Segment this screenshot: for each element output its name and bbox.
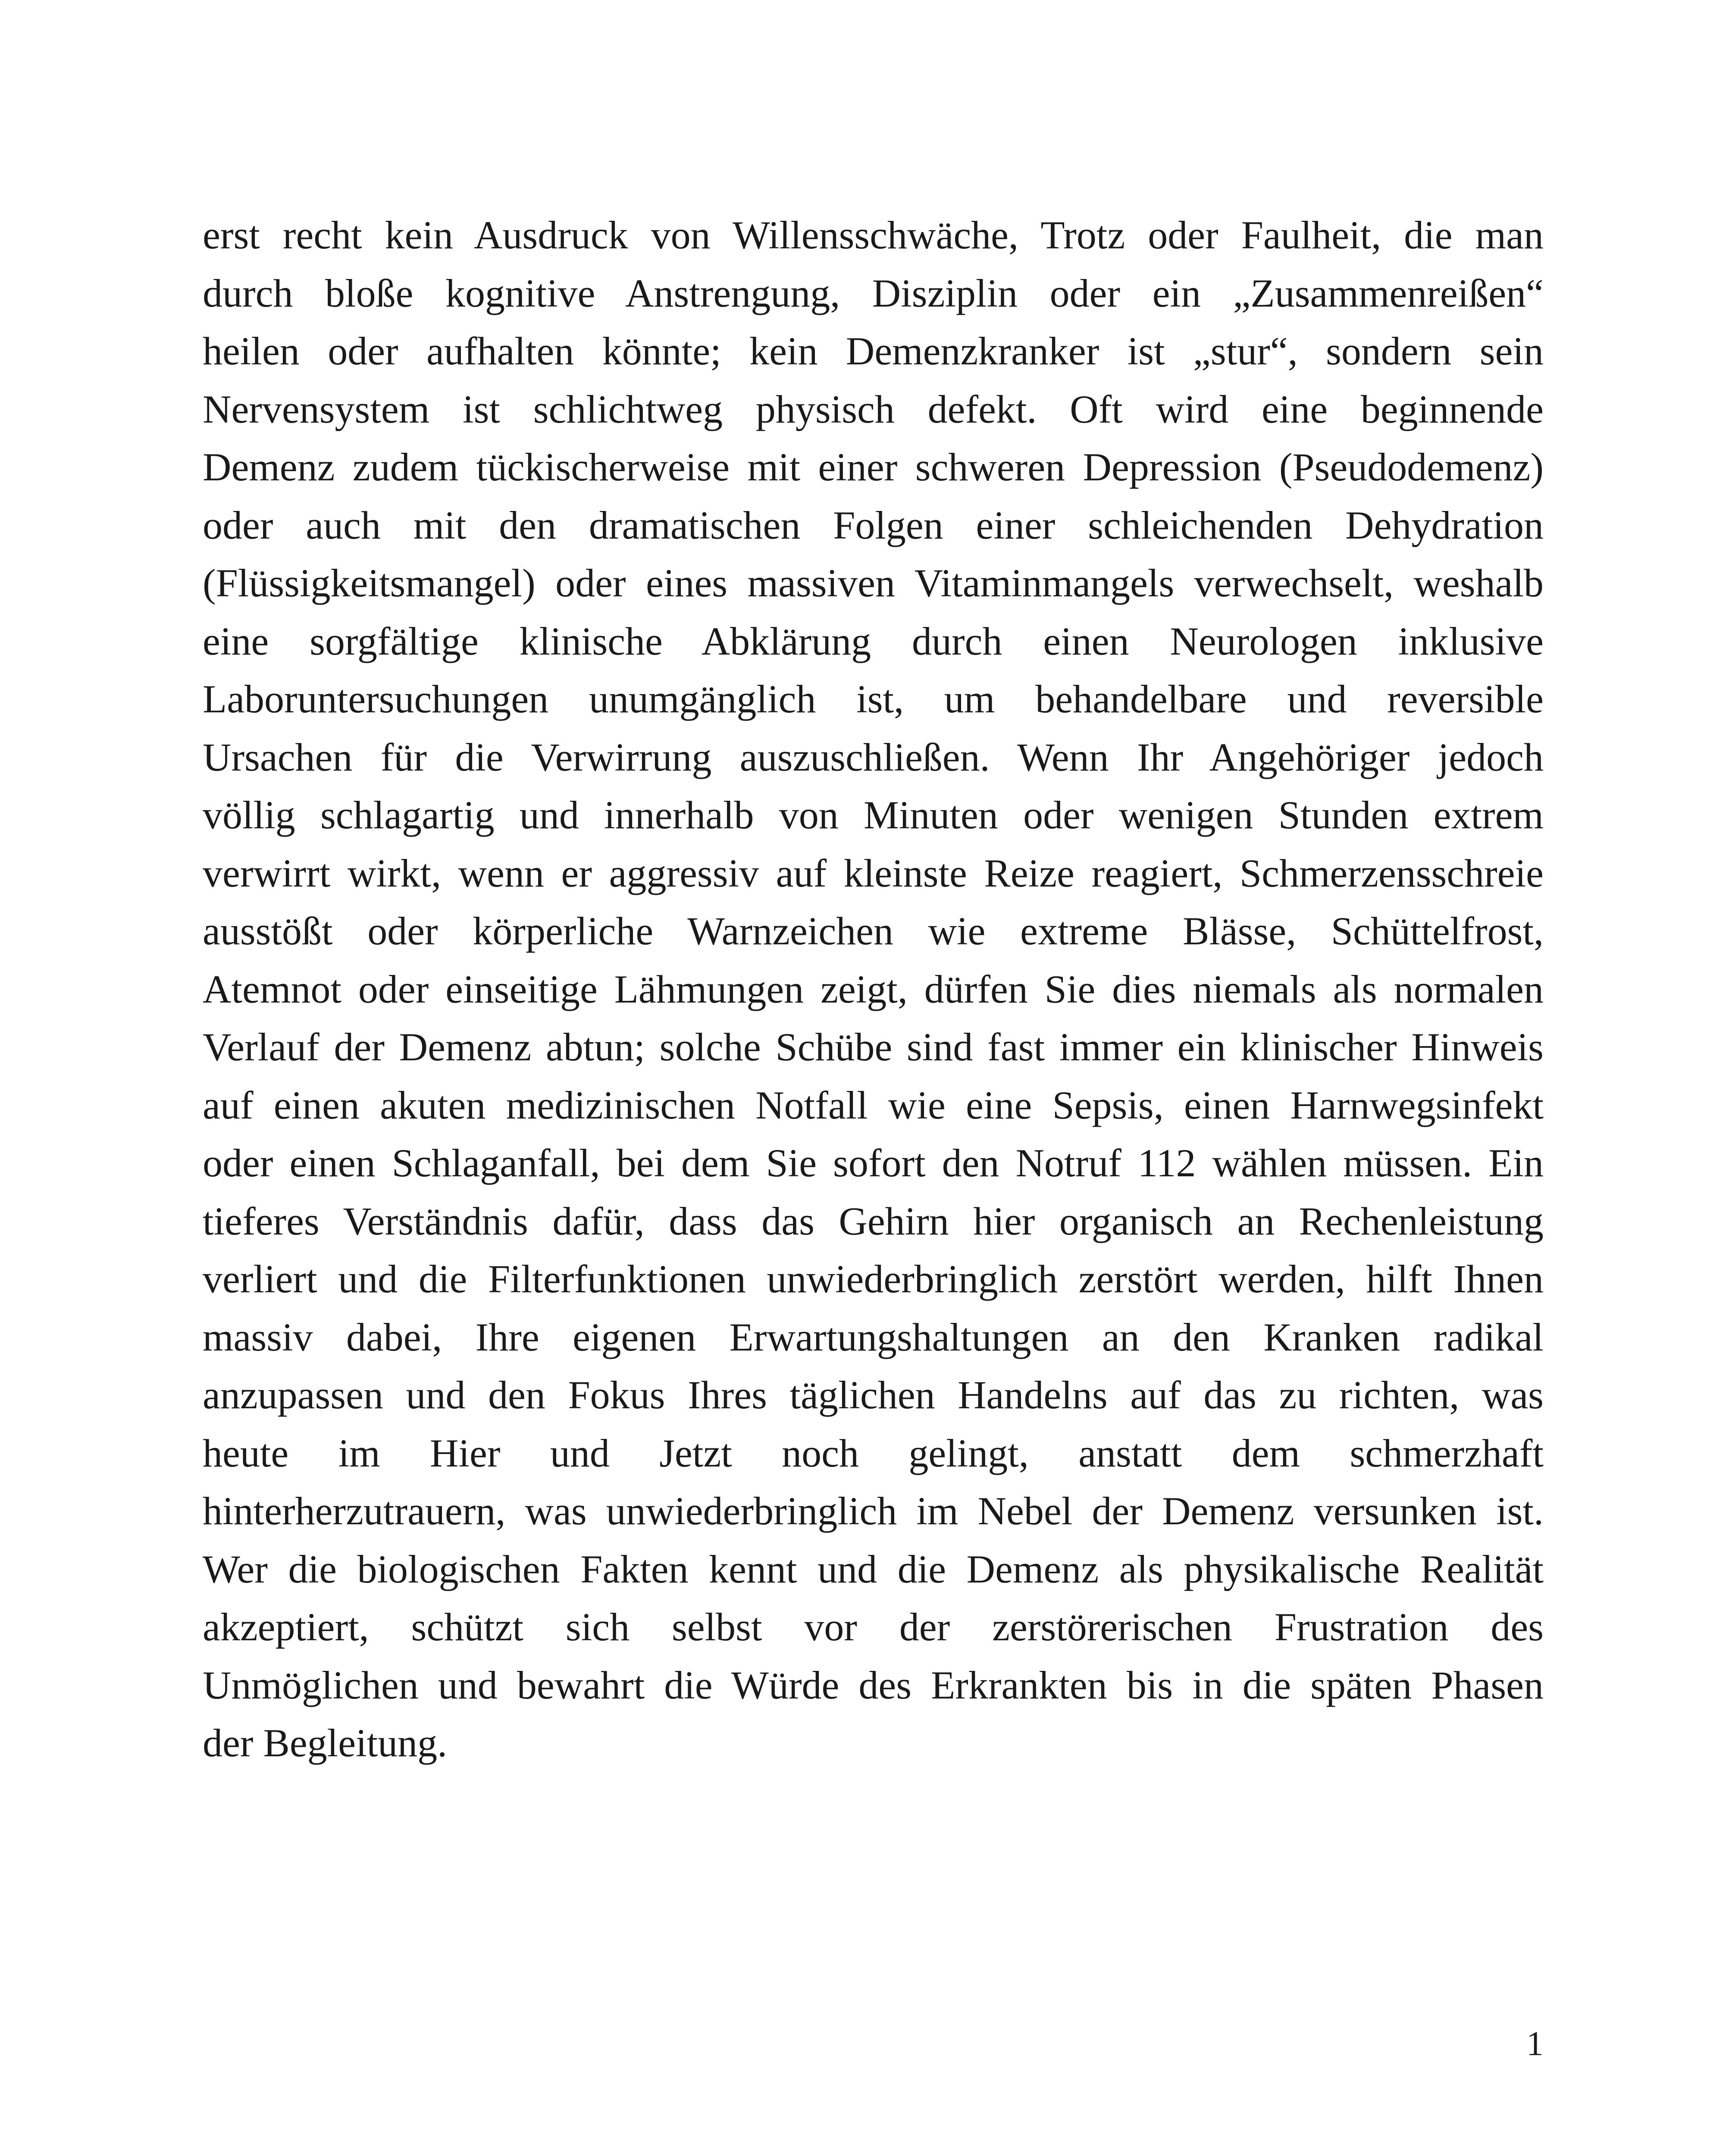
text-line: heilen oder aufhalten könnte; kein Demenzkranker ist „stur“, sondern sein [203, 329, 1544, 373]
text-line: Laboruntersuchungen unumgänglich ist, um behandelbare und reversible [203, 677, 1544, 721]
text-line: der Begleitung. [203, 1721, 448, 1765]
text-line: Ursachen für die Verwirrung auszuschließen. Wenn Ihr Angehöriger jedoch [203, 735, 1544, 779]
text-line: erst recht kein Ausdruck von Willensschwäche, Trotz oder Faulheit, die man [203, 213, 1544, 257]
text-line: auf einen akuten medizinischen Notfall wie eine Sepsis, einen Harnwegsinfekt [203, 1083, 1544, 1127]
page-number: 1 [1526, 2025, 1544, 2063]
text-line: akzeptiert, schützt sich selbst vor der zerstörerischen Frustration des [203, 1605, 1544, 1649]
text-line: Unmöglichen und bewahrt die Würde des Erkrankten bis in die späten Phasen [203, 1663, 1544, 1707]
body-paragraph [203, 206, 1544, 1772]
text-line: anzupassen und den Fokus Ihres täglichen Handelns auf das zu richten, was [203, 1373, 1544, 1417]
text-line: Verlauf der Demenz abtun; solche Schübe sind fast immer ein klinischer Hinweis [203, 1025, 1544, 1069]
text-line: Demenz zudem tückischerweise mit einer schweren Depression (Pseudodemenz) [203, 445, 1544, 489]
text-line: Atemnot oder einseitige Lähmungen zeigt, dürfen Sie dies niemals als normalen [203, 967, 1544, 1011]
text-line: oder auch mit den dramatischen Folgen einer schleichenden Dehydration [203, 503, 1544, 547]
text-line: eine sorgfältige klinische Abklärung durch einen Neurologen inklusive [203, 619, 1544, 663]
text-line: oder einen Schlaganfall, bei dem Sie sofort den Notruf 112 wählen müssen. Ein [203, 1141, 1544, 1185]
text-line: Wer die biologischen Fakten kennt und die Demenz als physikalische Realität [203, 1547, 1544, 1591]
text-line: Nervensystem ist schlichtweg physisch defekt. Oft wird eine beginnende [203, 387, 1544, 431]
text-line: verwirrt wirkt, wenn er aggressiv auf kleinste Reize reagiert, Schmerzensschreie [203, 851, 1544, 895]
text-line: tieferes Verständnis dafür, dass das Gehirn hier organisch an Rechenleistung [203, 1199, 1544, 1243]
text-line: völlig schlagartig und innerhalb von Minuten oder wenigen Stunden extrem [203, 793, 1544, 837]
text-line: heute im Hier und Jetzt noch gelingt, anstatt dem schmerzhaft [203, 1431, 1544, 1475]
text-line: ausstößt oder körperliche Warnzeichen wie extreme Blässe, Schüttelfrost, [203, 909, 1544, 953]
text-line: massiv dabei, Ihre eigenen Erwartungshaltungen an den Kranken radikal [203, 1315, 1544, 1359]
text-line: durch bloße kognitive Anstrengung, Disziplin oder ein „Zusammenreißen“ [203, 271, 1544, 315]
text-line: (Flüssigkeitsmangel) oder eines massiven Vitaminmangels verwechselt, weshalb [203, 561, 1544, 605]
text-line: hinterherzutrauern, was unwiederbringlich im Nebel der Demenz versunken ist. [203, 1489, 1544, 1533]
text-line: verliert und die Filterfunktionen unwiederbringlich zerstört werden, hilft Ihnen [203, 1257, 1544, 1301]
